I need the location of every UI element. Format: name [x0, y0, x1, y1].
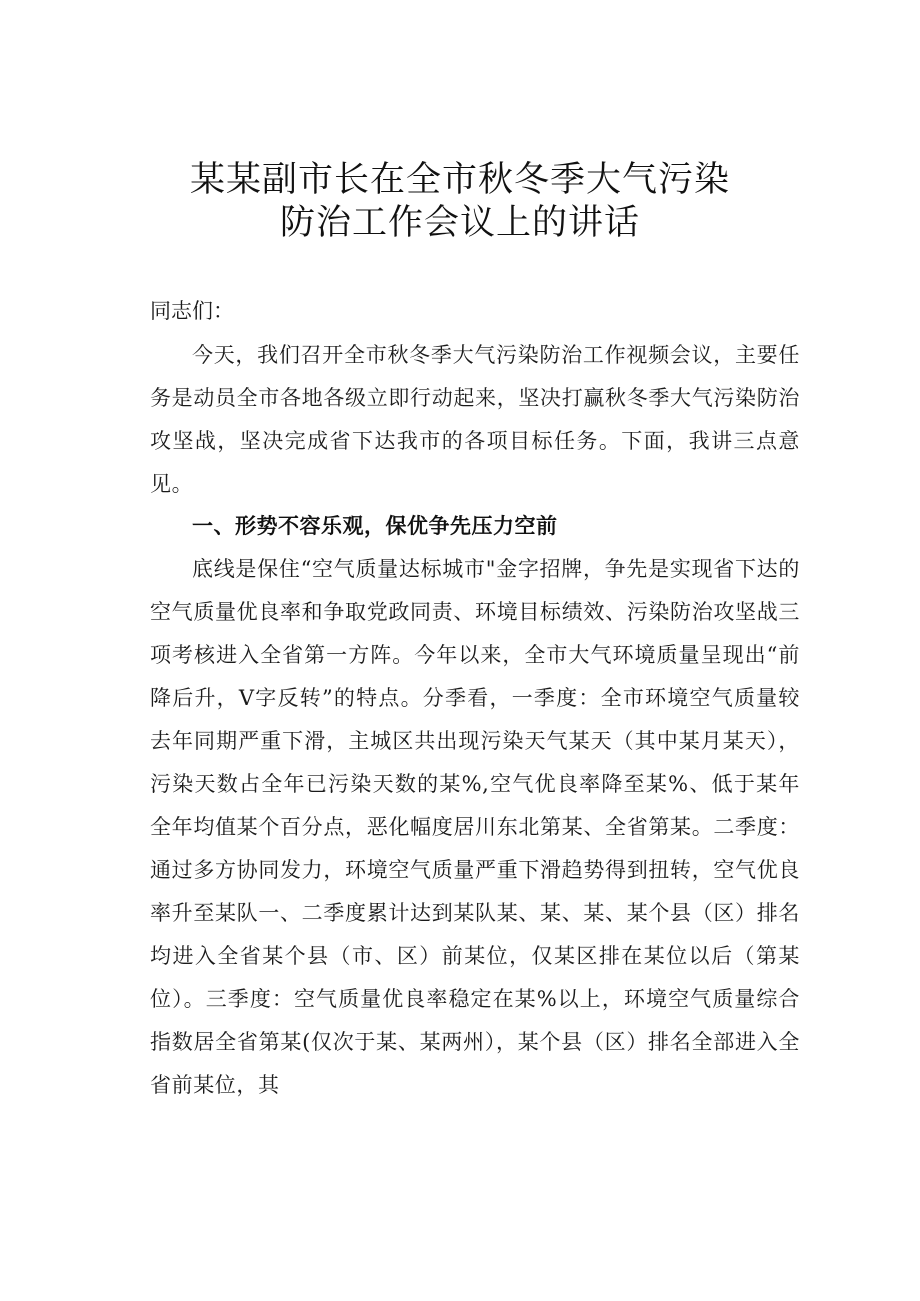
paragraph-intro: 今天，我们召开全市秋冬季大气污染防治工作视频会议，主要任务是动员全市各地各级立即行动起来，坚决打赢秋冬季大气污染防治攻坚战，坚决完成省下达我市的各项目标任务。下面，我讲三点意见。 — [150, 343, 800, 496]
section-heading-1: 一、形势不容乐观，保优争先压力空前 — [192, 514, 558, 538]
paragraph-situation: 底线是保住“空气质量达标城市"金字招牌，争先是实现省下达的空气质量优良率和争取党政同责、环境目标绩效、污染防治攻坚战三项考核进入全省第一方阵。今年以来，全市大气环境质量呈现出“前降后升，V字反转”的特点。分季看，一季度：全市环境空气质量较去年同期严重下滑，主城区共出现污染天气某天（其中某月某天），污染天数占全年已污染天数的某%,空气优良率降至某%、低于某年全年均值某个百分点，恶化幅度居川东北第某、全省第某。二季度：通过多方协同发力，环境空气质量严重下滑趋势得到扭转，空气优良率升至某队一、二季度累计达到某队某、某、某、某个县（区）排名均进入全省某个县（市、区）前某位，仅某区排在某位以后（第某位）。三季度：空气质量优良率稳定在某%以上，环境空气质量综合指数居全省第某(仅次于某、某两州），某个县（区）排名全部进入全省前某位，其 — [150, 557, 800, 1097]
document-title-line-2: 防治工作会议上的讲话 — [279, 203, 640, 243]
document-title-line-1: 某某副市长在全市秋冬季大气污染 — [189, 160, 730, 200]
salutation: 同志们： — [150, 299, 234, 323]
